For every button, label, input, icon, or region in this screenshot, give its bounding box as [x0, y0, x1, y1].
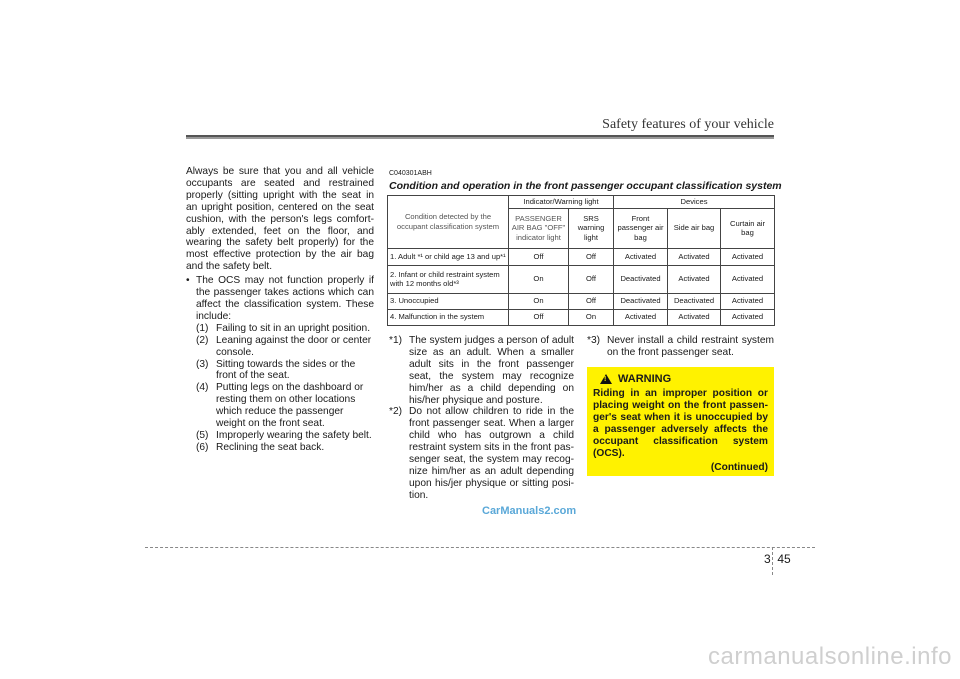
page-separator: [772, 547, 773, 575]
cell-side: Activated: [668, 309, 721, 325]
list-item-text: Leaning against the door or center console.: [216, 334, 372, 358]
site-watermark: carmanualsonline.info: [708, 643, 952, 670]
cell-curtain: Activated: [721, 248, 775, 265]
ocs-bullet: [186, 275, 374, 323]
cell-curtain: Activated: [721, 309, 775, 325]
header-passenger-airbag-off: PASSENGER AIR BAG "OFF" indicator light: [509, 208, 569, 248]
cell-srs: On: [569, 309, 614, 325]
warning-continued: (Continued): [710, 462, 768, 473]
cell-pab: On: [509, 265, 569, 293]
header-side-airbag: Side air bag: [668, 208, 721, 248]
warning-label: WARNING: [618, 373, 672, 385]
cell-side: Deactivated: [668, 293, 721, 309]
warning-body: Riding in an improper position or placing weight on the front passen-ger's seat when it is unoccupied by a passenger adversely affects the occupant classification system (OCS).: [593, 388, 768, 459]
cell-srs: Off: [569, 248, 614, 265]
list-item-number: (4): [196, 382, 209, 394]
header-srs-warning: SRS warning light: [569, 208, 614, 248]
ocs-bullet-text: The OCS may not function properly if the passenger takes actions which can affect the classification system. These include:: [196, 275, 374, 322]
footnotes-right: [587, 335, 774, 359]
ocs-actions-list: [196, 323, 374, 454]
list-item-number: (5): [196, 429, 209, 441]
cell-front: Activated: [614, 248, 668, 265]
footnotes-left: [389, 335, 574, 502]
cell-front: Activated: [614, 309, 668, 325]
table-row: [388, 265, 775, 293]
footnote-key: *3): [587, 335, 601, 346]
list-item: [196, 335, 374, 359]
list-item: [196, 442, 374, 454]
footnote-text: Never install a child restraint system on the front passenger seat.: [607, 335, 774, 358]
bullet-dot: •: [186, 275, 190, 287]
list-item-text: Sitting towards the sides or the front of the seat.: [216, 358, 356, 382]
left-column: [186, 166, 374, 454]
cell-condition: 2. Infant or child restraint system with 12 months old*³: [388, 265, 509, 293]
cell-pab: Off: [509, 248, 569, 265]
page-number-value: 45: [777, 552, 791, 566]
list-item-text: Failing to sit in an upright position.: [216, 322, 371, 334]
table-row: [388, 293, 775, 309]
list-item-text: Reclining the seat back.: [216, 441, 325, 453]
cell-front: Deactivated: [614, 265, 668, 293]
watermark-link[interactable]: CarManuals2.com: [482, 505, 577, 517]
header-condition: Condition detected by the occupant classification system: [388, 196, 509, 249]
intro-paragraph: Always be sure that you and all vehicle occupants are seated and restrained properly (sitting upright with the seat in an upright position, centered on the seat cushion, with the person's legs comfort-ably extended, feet on the floor, and wearing the safety belt properly) for the most effective protection by the air bag and the safety belt.: [186, 166, 374, 273]
list-item-number: (1): [196, 322, 209, 334]
header-devices: Devices: [614, 196, 775, 209]
cell-pab: Off: [509, 309, 569, 325]
footnote-1: [389, 335, 574, 406]
table-row: [388, 309, 775, 325]
footnote-key: *1): [389, 335, 403, 346]
list-item-text: Improperly wearing the safety belt.: [216, 429, 372, 441]
list-item-number: (3): [196, 358, 209, 370]
header-title: Safety features of your vehicle: [602, 117, 774, 132]
section-title: Condition and operation in the front passenger occupant classification system: [389, 180, 782, 192]
list-item: [196, 323, 374, 335]
cell-side: Activated: [668, 265, 721, 293]
header-front-airbag: Front passenger air bag: [614, 208, 668, 248]
footnote-key: *2): [389, 406, 403, 418]
cell-pab: On: [509, 293, 569, 309]
occupant-classification-table: [387, 195, 775, 326]
cell-condition: 1. Adult *¹ or child age 13 and up*¹: [388, 248, 509, 265]
list-item: [196, 382, 374, 430]
header-curtain-airbag: Curtain air bag: [721, 208, 775, 248]
cell-curtain: Activated: [721, 293, 775, 309]
footnote-text: Do not allow children to ride in the front passenger seat. When a larger child who has outgrown a child restraint system sits in the front pas-senger seat, the system may recog-nize him/her as an adult depending upon his/jer physique or sitting posi-tion.: [409, 406, 574, 501]
list-item: [196, 430, 374, 442]
table-row: [388, 248, 775, 265]
list-item: [196, 359, 374, 383]
page-number: [764, 552, 791, 566]
cell-condition: 3. Unoccupied: [388, 293, 509, 309]
warning-box: [587, 367, 774, 476]
header-indicator: Indicator/Warning light: [509, 196, 614, 209]
list-item-text: Putting legs on the dashboard or resting them on other locations which reduce the passenger weight on the front seat.: [216, 382, 364, 430]
header-rule: [186, 135, 774, 139]
list-item-number: (2): [196, 334, 209, 346]
cell-srs: Off: [569, 265, 614, 293]
warning-header: [600, 373, 768, 385]
footnote-2: [389, 406, 574, 501]
cell-srs: Off: [569, 293, 614, 309]
table-header-row: [388, 196, 775, 209]
cell-front: Deactivated: [614, 293, 668, 309]
warning-triangle-icon: !: [600, 374, 612, 384]
footnote-text: The system judges a person of adult size as an adult. When a smaller adult sits in the front passenger seat, the system may recognize him/her as a child depending on his/her physique and posture.: [409, 335, 574, 406]
chapter-number: 3: [764, 552, 771, 566]
section-code: C040301ABH: [389, 170, 432, 177]
cell-condition: 4. Malfunction in the system: [388, 309, 509, 325]
footnote-3: [587, 335, 774, 359]
cell-side: Activated: [668, 248, 721, 265]
list-item-number: (6): [196, 441, 209, 453]
cell-curtain: Activated: [721, 265, 775, 293]
footer-rule: [145, 547, 815, 548]
